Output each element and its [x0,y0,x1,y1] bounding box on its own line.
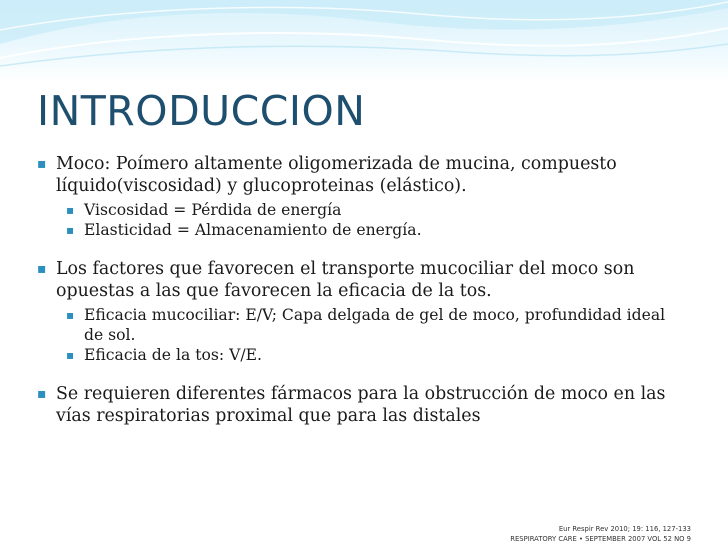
bullet-icon: ▪ [37,386,47,402]
header-decoration [0,0,728,82]
bullet-item [0,383,728,427]
bullet-icon: ▪ [37,261,47,277]
bullet-text: Los factores que favorecen el transporte mucociliar del moco son opuestas a las que favorecen la eficacia de la tos. [56,259,635,301]
sub-bullet-item [0,220,728,240]
references [510,524,691,544]
sub-bullet-text: Viscosidad = Pérdida de energía [84,201,342,219]
sub-bullet-text: Eficacia mucociliar: E/V; Capa delgada de gel de moco, profundidad ideal de sol. [84,306,666,344]
sub-bullet-icon: ▪ [66,348,75,362]
sub-bullet-icon: ▪ [66,223,75,237]
sub-bullet-text: Eficacia de la tos: V/E. [84,346,262,364]
sub-bullet-item [0,200,728,220]
bullet-text: Se requieren diferentes fármacos para la obstrucción de moco en las vías respiratorias proximal que para las distales [56,384,666,426]
bullet-icon: ▪ [37,156,47,172]
slide-body [0,153,728,427]
reference-line: RESPIRATORY CARE • SEPTEMBER 2007 VOL 52 NO 9 [510,535,691,543]
sub-bullet-item [0,345,728,365]
sub-bullet-text: Elasticidad = Almacenamiento de energía. [84,221,422,239]
reference-line: Eur Respir Rev 2010; 19: 116, 127-133 [558,525,691,533]
sub-bullet-icon: ▪ [66,203,75,217]
bullet-item [0,153,728,197]
bullet-text: Moco: Poímero altamente oligomerizada de mucina, compuesto líquido(viscosidad) y glucoproteinas (elástico). [56,154,617,196]
sub-bullet-icon: ▪ [66,308,75,322]
bullet-item [0,258,728,302]
wave-decoration [0,0,728,82]
slide-title: INTRODUCCION [37,87,366,135]
sub-bullet-item [0,305,728,345]
